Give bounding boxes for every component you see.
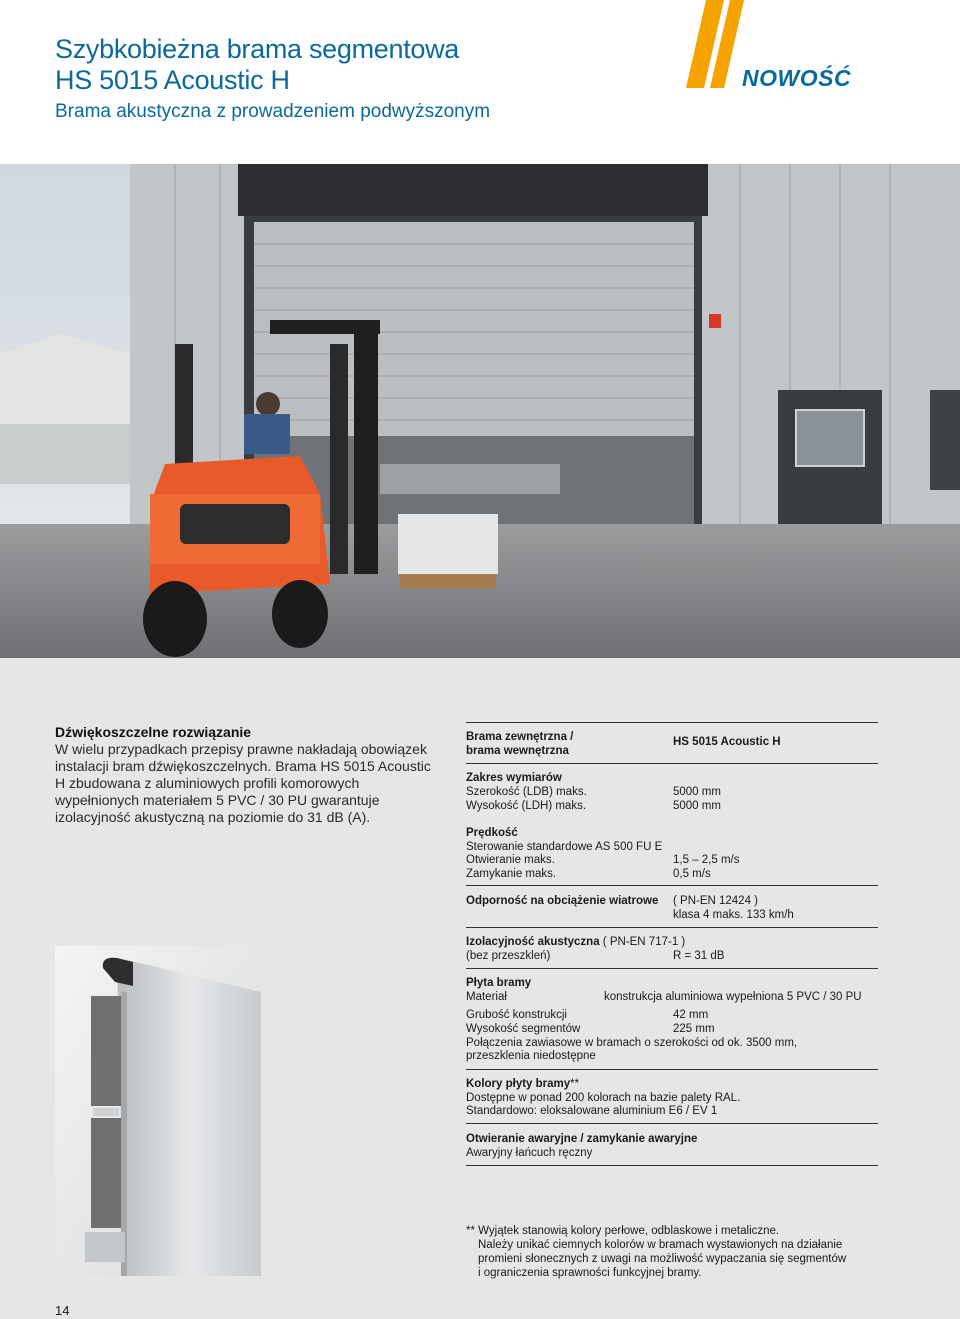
- spec-rule-top: [466, 722, 878, 723]
- page-subtitle: Brama akustyczna z prowadzeniem podwyższonym: [55, 101, 491, 122]
- spec-rule-bottom: [466, 1165, 878, 1166]
- spec-hinges-l2: przeszklenia niedostępne: [466, 1050, 596, 1062]
- spec-rule-speed: [466, 885, 878, 886]
- footnote-line2: Należy unikać ciemnych kolorów w bramach wystawionych na działanie: [478, 1239, 843, 1251]
- spec-colors-line1: Dostępne w ponad 200 kolorach na bazie palety RAL.: [466, 1092, 741, 1104]
- spec-speed-heading: Prędkość: [466, 827, 518, 839]
- spec-head-product: HS 5015 Acoustic H: [673, 736, 781, 748]
- spec-acoustic-norm: ( PN-EN 717-1 ): [602, 936, 686, 948]
- spec-hinges-l1: Połączenia zawiasowe w bramach o szerokości od ok. 3500 mm,: [466, 1037, 798, 1049]
- new-badge: NOWOŚĆ: [742, 65, 852, 91]
- spec-segment-value: 225 mm: [673, 1023, 715, 1035]
- spec-height-label: Wysokość (LDH) maks.: [466, 800, 587, 812]
- brand-stripes-logo: [684, 0, 746, 88]
- spec-acoustic-label: (bez przeszkleń): [466, 950, 551, 962]
- page-title-line1: Szybkobieżna brama segmentowa: [55, 34, 460, 64]
- spec-head-col1-l1: Brama zewnętrzna /: [466, 731, 574, 743]
- door-panel-cross-section-image: [55, 946, 261, 1276]
- spec-width-value: 5000 mm: [673, 786, 721, 798]
- spec-range-heading: Zakres wymiarów: [466, 772, 562, 784]
- spec-colors-heading: Kolory płyty bramy: [466, 1078, 571, 1090]
- spec-speed-control: Sterowanie standardowe AS 500 FU E: [466, 841, 663, 853]
- spec-panel-heading: Płyta bramy: [466, 977, 532, 989]
- spec-wind-value: klasa 4 maks. 133 km/h: [673, 909, 794, 921]
- intro-text: W wielu przypadkach przepisy prawne nakładają obowiązek instalacji bram dźwiękoszczelnych. Brama HS 5015 Acoustic H zbudowana z aluminiowych profili komorowych wypełnionych materiałem 5 PVC / 30 PU gwarantuje izolacyjność akustyczną na poziomie do 31 dB (A).: [55, 741, 431, 825]
- spec-rule-panel: [466, 1069, 878, 1070]
- spec-rule-head: [466, 763, 878, 764]
- footnote-line3: promieni słonecznych z uwagi na możliwość wypaczania się segmentów: [478, 1253, 847, 1265]
- spec-wind-heading: Odporność na obciążenie wiatrowe: [466, 895, 659, 907]
- spec-emergency-line1: Awaryjny łańcuch ręczny: [466, 1147, 593, 1159]
- spec-acoustic-value: R = 31 dB: [673, 950, 725, 962]
- spec-close-value: 0,5 m/s: [673, 868, 711, 880]
- spec-thickness-label: Grubość konstrukcji: [466, 1009, 567, 1021]
- footnote-mark: **: [466, 1225, 475, 1237]
- spec-wind-norm: ( PN-EN 12424 ): [673, 895, 759, 907]
- spec-thickness-value: 42 mm: [673, 1009, 709, 1021]
- spec-segment-label: Wysokość segmentów: [466, 1023, 581, 1035]
- spec-close-label: Zamykanie maks.: [466, 868, 557, 880]
- spec-open-label: Otwieranie maks.: [466, 854, 555, 866]
- spec-colors-mark: **: [570, 1078, 580, 1090]
- spec-material-value: konstrukcja aluminiowa wypełniona 5 PVC / 30 PU: [604, 991, 862, 1003]
- intro-heading: Dźwiękoszczelne rozwiązanie: [55, 724, 252, 740]
- page-title-line2: HS 5015 Acoustic H: [55, 65, 290, 95]
- spec-rule-wind: [466, 927, 878, 928]
- spec-width-label: Szerokość (LDB) maks.: [466, 786, 587, 798]
- footnote-line4: i ograniczenia sprawności funkcyjnej bramy.: [478, 1267, 702, 1279]
- footnote: [466, 1224, 886, 1280]
- spec-colors-line2: Standardowo: eloksalowane aluminium E6 / EV 1: [466, 1105, 718, 1117]
- spec-head-col1-l2: brama wewnętrzna: [466, 745, 569, 757]
- footnote-line1: Wyjątek stanowią kolory perłowe, odblaskowe i metaliczne.: [478, 1225, 780, 1237]
- spec-height-value: 5000 mm: [673, 800, 721, 812]
- page-number: 14: [55, 1303, 70, 1318]
- spec-acoustic-heading: Izolacyjność akustyczna: [466, 936, 600, 948]
- spec-rule-colors: [466, 1123, 878, 1124]
- intro-section: [55, 724, 435, 826]
- spec-rule-acoustic: [466, 968, 878, 969]
- spec-emergency-heading: Otwieranie awaryjne / zamykanie awaryjne: [466, 1133, 698, 1145]
- hero-photo-forklift-door: [0, 164, 960, 658]
- spec-open-value: 1,5 – 2,5 m/s: [673, 854, 740, 866]
- spec-material-label: Materiał: [466, 991, 507, 1003]
